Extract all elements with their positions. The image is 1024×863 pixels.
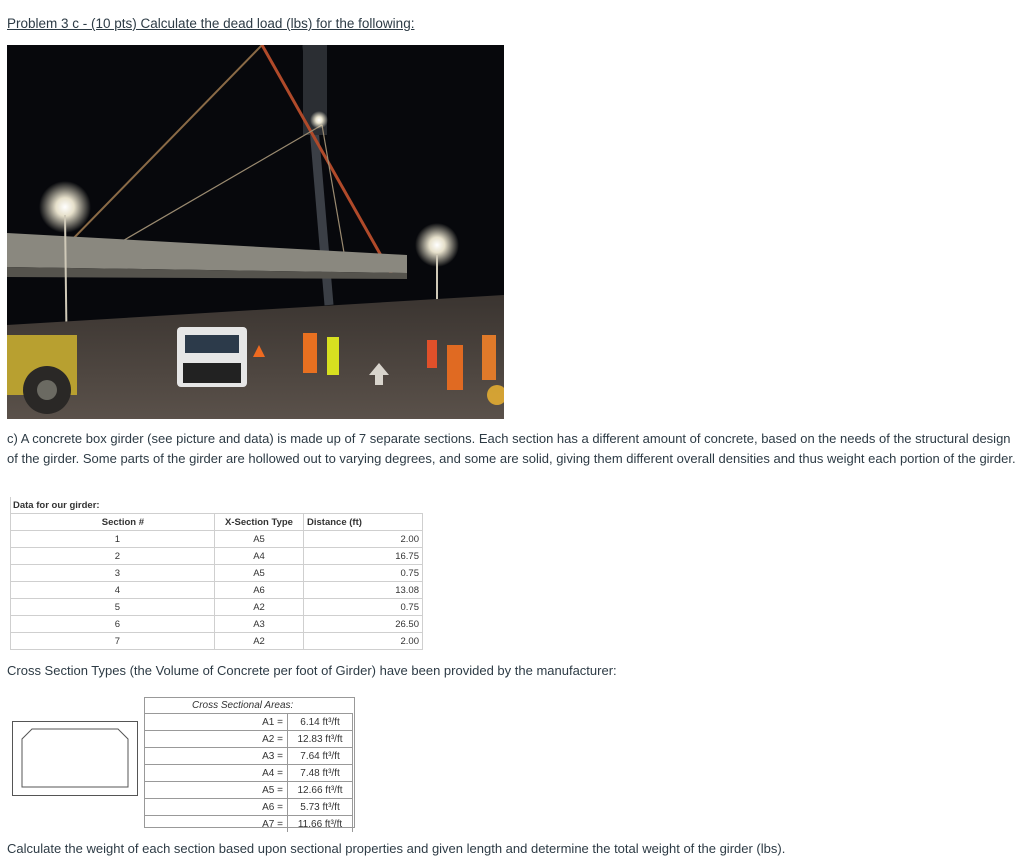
- distance: 26.50: [304, 616, 423, 633]
- section-number: 7: [11, 633, 215, 650]
- section-number: 2: [11, 548, 215, 565]
- distance: 0.75: [304, 565, 423, 582]
- xsection-type: A4: [215, 548, 304, 565]
- areas-table-caption: Cross Sectional Areas:: [192, 699, 294, 711]
- girder-table-header: [11, 514, 423, 531]
- table-row: [144, 782, 353, 799]
- header-xsection-type: X-Section Type: [215, 514, 304, 531]
- intro-paragraph: c) A concrete box girder (see picture and data) is made up of 7 separate sections. Each section has a different amount of concrete, based on the needs of the structural design of the girder. Some parts of the girder are hollowed out to varying degrees, and some are solid, giving them different overall densities and thus weight each portion of the girder.: [7, 431, 1016, 466]
- xsection-type: A2: [215, 599, 304, 616]
- girder-photo: [7, 45, 504, 419]
- problem-title[interactable]: Problem 3 c - (10 pts) Calculate the dead load (lbs) for the following:: [7, 16, 415, 31]
- section-number: 3: [11, 565, 215, 582]
- area-label: A1 =: [144, 714, 288, 731]
- xsection-type: A6: [215, 582, 304, 599]
- box-girder-cross-section-icon: [12, 721, 138, 801]
- table-row: [144, 714, 353, 731]
- section-number: 1: [11, 531, 215, 548]
- area-label: A4 =: [144, 765, 288, 782]
- header-distance: Distance (ft): [304, 514, 423, 531]
- table-row: [144, 799, 353, 816]
- area-value: 11.66 ft³/ft: [288, 816, 353, 833]
- area-label: A3 =: [144, 748, 288, 765]
- distance: 0.75: [304, 599, 423, 616]
- section-number: 6: [11, 616, 215, 633]
- distance: 2.00: [304, 531, 423, 548]
- table-row: [11, 548, 423, 565]
- footer-instruction: Calculate the weight of each section based upon sectional properties and given length and determine the total weight of the girder (lbs).: [7, 841, 786, 856]
- area-label: A2 =: [144, 731, 288, 748]
- area-value: 7.64 ft³/ft: [288, 748, 353, 765]
- area-value: 5.73 ft³/ft: [288, 799, 353, 816]
- distance: 13.08: [304, 582, 423, 599]
- area-label: A7 =: [144, 816, 288, 833]
- table-row: [11, 633, 423, 650]
- table-row: [144, 816, 353, 833]
- cross-section-heading: Cross Section Types (the Volume of Concrete per foot of Girder) have been provided by the manufacturer:: [7, 663, 617, 678]
- area-value: 12.66 ft³/ft: [288, 782, 353, 799]
- area-value: 6.14 ft³/ft: [288, 714, 353, 731]
- table-row: [144, 765, 353, 782]
- table-row: [11, 531, 423, 548]
- xsection-type: A3: [215, 616, 304, 633]
- area-label: A6 =: [144, 799, 288, 816]
- xsection-type: A2: [215, 633, 304, 650]
- area-label: A5 =: [144, 782, 288, 799]
- area-value: 7.48 ft³/ft: [288, 765, 353, 782]
- area-value: 12.83 ft³/ft: [288, 731, 353, 748]
- header-section: Section #: [11, 514, 215, 531]
- section-number: 4: [11, 582, 215, 599]
- table-row: [11, 565, 423, 582]
- crane-scene-illustration: [7, 45, 504, 419]
- distance: 2.00: [304, 633, 423, 650]
- xsection-type: A5: [215, 565, 304, 582]
- girder-data-table: [10, 497, 423, 650]
- distance: 16.75: [304, 548, 423, 565]
- table-row: [144, 748, 353, 765]
- table-row: [11, 599, 423, 616]
- table-row: [144, 731, 353, 748]
- table-row: [11, 616, 423, 633]
- section-number: 5: [11, 599, 215, 616]
- xsection-type: A5: [215, 531, 304, 548]
- girder-table-caption: Data for our girder:: [11, 497, 423, 514]
- cross-sectional-areas-table: [144, 697, 353, 832]
- table-row: [11, 582, 423, 599]
